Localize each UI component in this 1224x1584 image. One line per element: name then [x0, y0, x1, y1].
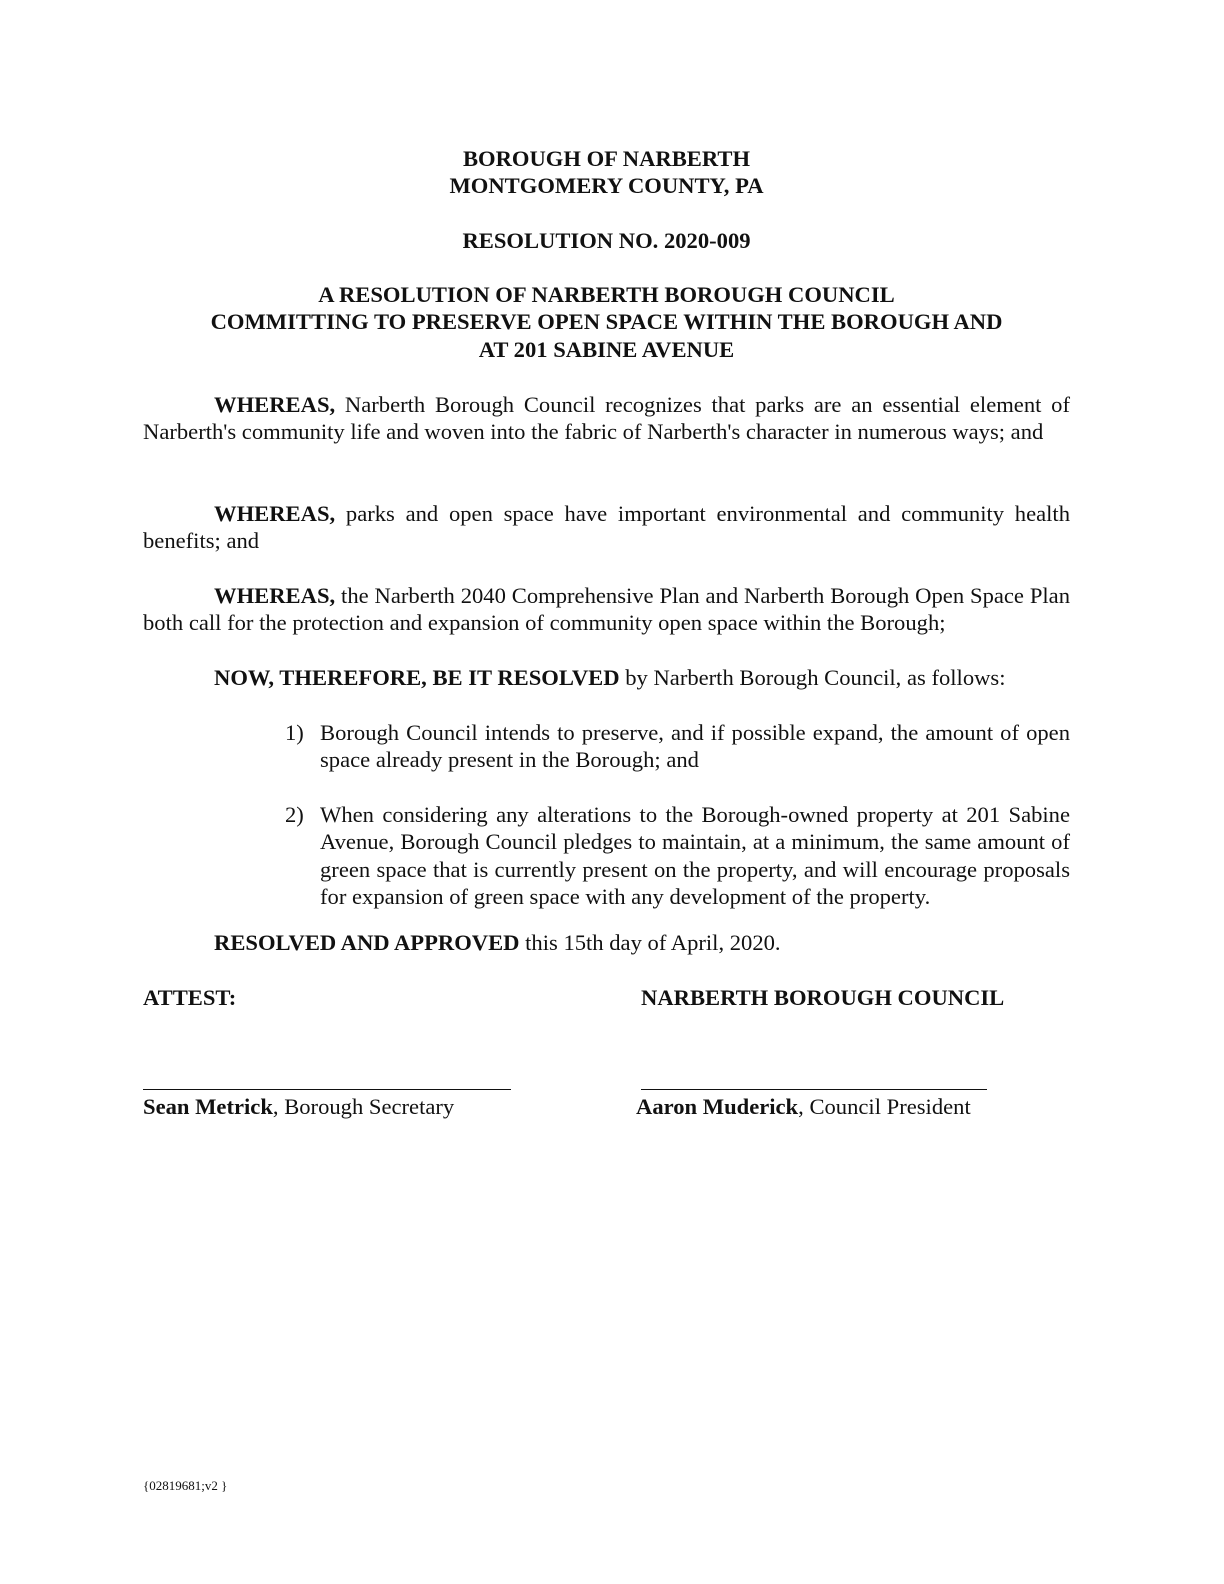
resolution-number: RESOLUTION NO. 2020-009 [462, 228, 751, 253]
whereas-paragraph-1 [143, 391, 1070, 446]
list-number: 1) [285, 720, 304, 745]
list-number: 2) [285, 802, 304, 827]
approval-statement [214, 929, 781, 956]
secretary-title: , Borough Secretary [272, 1094, 455, 1119]
approval-text: this 15th day of April, 2020. [519, 930, 781, 955]
resolution-title [143, 281, 1070, 363]
title-line-1: A RESOLUTION OF NARBERTH BOROUGH COUNCIL [318, 282, 895, 307]
whereas-paragraph-3 [143, 582, 1070, 637]
president-signature-name [636, 1093, 971, 1120]
resolved-lead: NOW, THEREFORE, BE IT RESOLVED [214, 665, 620, 690]
document-id-footer: {02819681;v2 } [143, 1478, 228, 1493]
secretary-signature-name [143, 1093, 454, 1120]
approval-lead: RESOLVED AND APPROVED [214, 930, 520, 955]
document-header [143, 145, 1070, 200]
whereas-lead: WHEREAS, [214, 583, 336, 608]
list-text: When considering any alterations to the Borough-owned property at 201 Sabine Avenue, Borough Council pledges to maintain, at a minimum, the same amount of green space that is currently present on the property, and will encourage proposals for expansion of green space with any development of the property. [320, 802, 1070, 909]
signature-line-secretary [143, 1089, 511, 1090]
borough-name: BOROUGH OF NARBERTH [462, 146, 751, 171]
county-name: MONTGOMERY COUNTY, PA [449, 173, 764, 199]
whereas-text: the Narberth 2040 Comprehensive Plan and Narberth Borough Open Space Plan both call for the protection and expansion of community open space within the Borough; [143, 583, 1070, 636]
resolution-number-block [143, 227, 1070, 254]
president-title: , Council President [798, 1094, 971, 1119]
resolved-text: by Narberth Borough Council, as follows: [619, 665, 1006, 690]
signature-line-president [641, 1089, 987, 1090]
attest-label: ATTEST: [143, 985, 237, 1010]
whereas-paragraph-2 [143, 500, 1070, 555]
council-label: NARBERTH BOROUGH COUNCIL [641, 985, 1005, 1010]
whereas-lead: WHEREAS, [214, 392, 336, 417]
title-line-2: COMMITTING TO PRESERVE OPEN SPACE WITHIN THE BOROUGH AND [210, 309, 1003, 335]
document-page [143, 0, 1070, 1584]
resolved-intro [143, 664, 1070, 691]
list-text: Borough Council intends to preserve, and if possible expand, the amount of open space already present in the Borough; and [320, 720, 1070, 773]
president-name: Aaron Muderick [636, 1094, 799, 1119]
secretary-name: Sean Metrick [143, 1094, 273, 1119]
whereas-text: Narberth Borough Council recognizes that parks are an essential element of Narberth's community life and woven into the fabric of Narberth's character in numerous ways; and [143, 392, 1070, 445]
title-line-3: AT 201 SABINE AVENUE [478, 336, 735, 362]
whereas-text: parks and open space have important environmental and community health benefits; and [143, 501, 1070, 554]
whereas-lead: WHEREAS, [214, 501, 336, 526]
